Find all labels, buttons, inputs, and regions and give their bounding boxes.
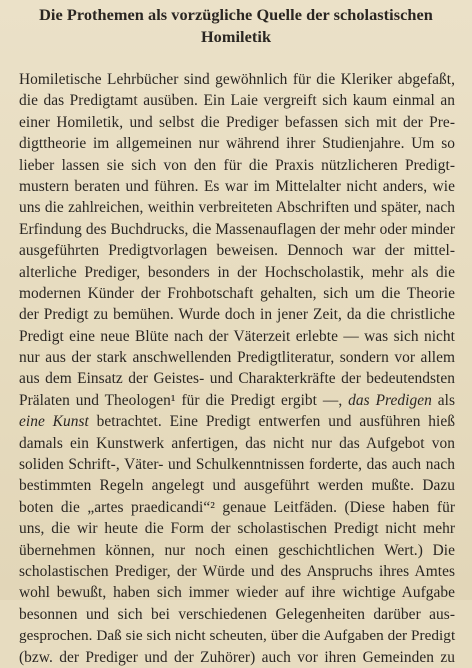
text-run: betrachtet. Eine Predigt entwerfen und ausführen hieß	[88, 413, 455, 431]
section-heading	[14, 4, 458, 48]
text-line: alterliche Prediger, besonders in der Hochscholastik, mehr als die	[19, 263, 455, 281]
text-line: damals ein Kunstwerk anfertigen, das nicht nur das Aufgebot von	[19, 434, 455, 452]
heading-line-2: Homiletik	[200, 27, 272, 46]
text-line: ausgeführten Predigtvorlagen beweisen. Dennoch war der mittel-	[19, 242, 455, 260]
text-line: nur aus der stark anschwellenden Predigtliteratur, sondern vor allem	[19, 349, 455, 367]
body-text	[19, 69, 455, 668]
text-line: (bzw. der Prediger und der Zuhörer) auch vor ihren Gemeinden zu	[19, 648, 455, 666]
text-line: Predigt eine neue Blüte nach der Väterzeit erlebte — was sich nicht	[19, 327, 455, 345]
text-line: uns die zahlreichen, weithin verbreiteten Abschriften und später, nach	[19, 199, 455, 217]
text-line-with-italic	[19, 390, 455, 411]
text-line: die das Predigtamt ausüben. Ein Laie vergreift sich kaum einmal an	[19, 92, 455, 110]
text-line: aus dem Einsatz der Geistes- und Charakterkräfte der bedeutendsten	[19, 370, 455, 388]
text-line: einer Homiletik, und selbst die Prediger befassen sich mit der Pre-	[19, 113, 455, 131]
heading-line-1: Die Prothemen als vorzügliche Quelle der scholastischen	[39, 5, 433, 24]
text-line: der Predigt zu bemühen. Wurde doch in jener Zeit, da die christliche	[19, 306, 455, 324]
text-line: scholastischen Prediger, der Würde und des Anspruchs ihres Amtes	[19, 562, 455, 580]
italic-phrase: eine Kunst	[19, 413, 89, 431]
text-line: gesprochen. Daß sie sich nicht scheuten, über die Aufgaben der Predigt	[19, 627, 456, 645]
text-line: besonnen und sich bei verschiedenen Gelegenheiten darüber aus-	[19, 605, 455, 623]
text-line: soliden Schrift-, Väter- und Schulkenntnissen forderte, das auch nach	[19, 456, 455, 474]
text-line: uns, die wir heute die Form der scholastischen Predigt nicht mehr	[19, 520, 455, 538]
text-line: übernehmen können, nur noch einen geschichtlichen Wert.) Die	[19, 541, 455, 559]
text-run: Prälaten und Theologen¹ für die Predigt ergibt —,	[19, 391, 349, 409]
text-line: Homiletische Lehrbücher sind gewöhnlich für die Kleriker abgefaßt,	[19, 71, 455, 88]
text-line: mustern beraten und führen. Es war im Mittelalter nicht anders, wie	[19, 177, 455, 195]
text-line: boten die „artes praedicandi“² genaue Leitfäden. (Diese haben für	[19, 498, 455, 516]
text-run: als	[431, 391, 455, 409]
text-line: lieber lassen sie sich von den für die Praxis nützlicheren Predigt-	[19, 156, 455, 174]
text-line: wohl bewußt, haben sich immer wieder auf ihre wichtige Aufgabe	[19, 584, 455, 602]
text-line: bestimmten Regeln angelegt und ausgeführt werden mußte. Dazu	[19, 477, 455, 495]
text-line: modernen Künder der Frohbotschaft gehalten, sich um die Theorie	[19, 284, 455, 302]
text-line: digttheorie im allgemeinen nur während ihrer Studienjahre. Um so	[19, 135, 455, 153]
italic-phrase: das Predigen	[348, 391, 432, 409]
text-line: Erfindung des Buchdrucks, die Massenauflagen der mehr oder minder	[19, 220, 455, 238]
text-line-with-italic	[19, 411, 455, 432]
